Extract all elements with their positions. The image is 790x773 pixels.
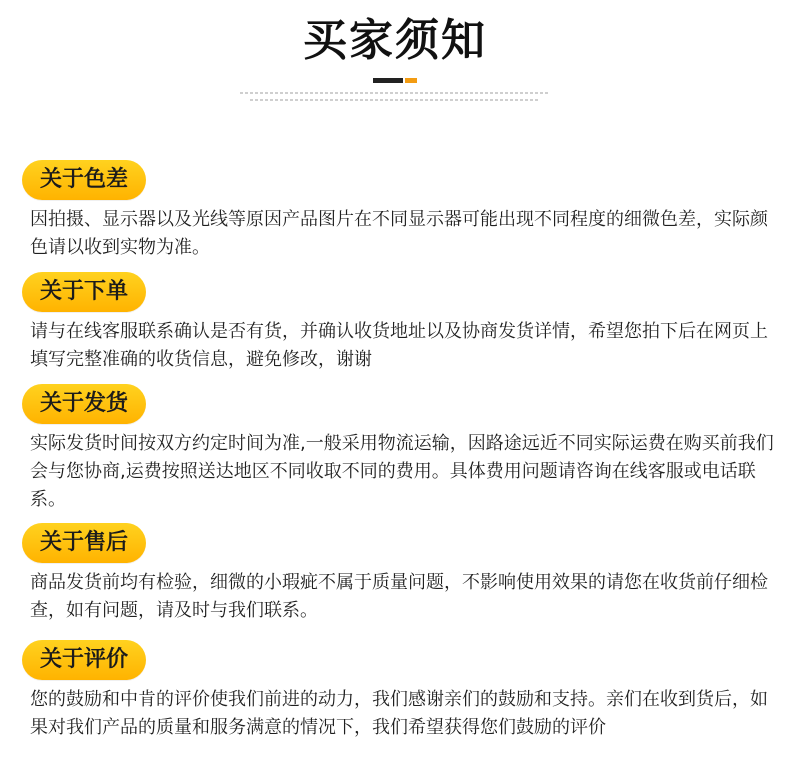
section-badge: 关于发货: [22, 384, 146, 424]
section-text: 您的鼓励和中肯的评价使我们前进的动力，我们感谢亲们的鼓励和支持。亲们在收到货后，如果对我们产品的质量和服务满意的情况下，我们希望获得您们鼓励的评价: [30, 689, 768, 738]
page-title: 买家须知: [303, 15, 487, 66]
section-badge: 关于评价: [22, 640, 146, 680]
title-divider: [373, 78, 419, 84]
title-divider-accent: [405, 78, 417, 83]
section-text: 因拍摄、显示器以及光线等原因产品图片在不同显示器可能出现不同程度的细微色差，实际颜色请以收到实物为准。: [30, 209, 768, 258]
section-badge: 关于下单: [22, 272, 146, 312]
section-color-difference: [22, 160, 782, 262]
section-reviews: [22, 640, 782, 742]
section-shipping: [22, 384, 782, 514]
section-text: 请与在线客服联系确认是否有货，并确认收货地址以及协商发货详情，希望您拍下后在网页上填写完整准确的收货信息，避免修改，谢谢: [30, 321, 768, 370]
title-divider-bar: [373, 78, 403, 83]
section-after-sales: [22, 523, 782, 625]
section-badge: 关于售后: [22, 523, 146, 563]
section-text: 实际发货时间按双方约定时间为准,一般采用物流运输，因路途远近不同实际运费在购买前我们会与您协商,运费按照送达地区不同收取不同的费用。具体费用问题请咨询在线客服或电话联系。: [30, 433, 774, 510]
title-decorative-line-1: [240, 92, 550, 94]
title-decorative-line-2: [250, 99, 540, 101]
section-badge: 关于色差: [22, 160, 146, 200]
section-text: 商品发货前均有检验，细微的小瑕疵不属于质量问题，不影响使用效果的请您在收货前仔细检查，如有问题，请及时与我们联系。: [30, 572, 768, 621]
section-ordering: [22, 272, 782, 374]
